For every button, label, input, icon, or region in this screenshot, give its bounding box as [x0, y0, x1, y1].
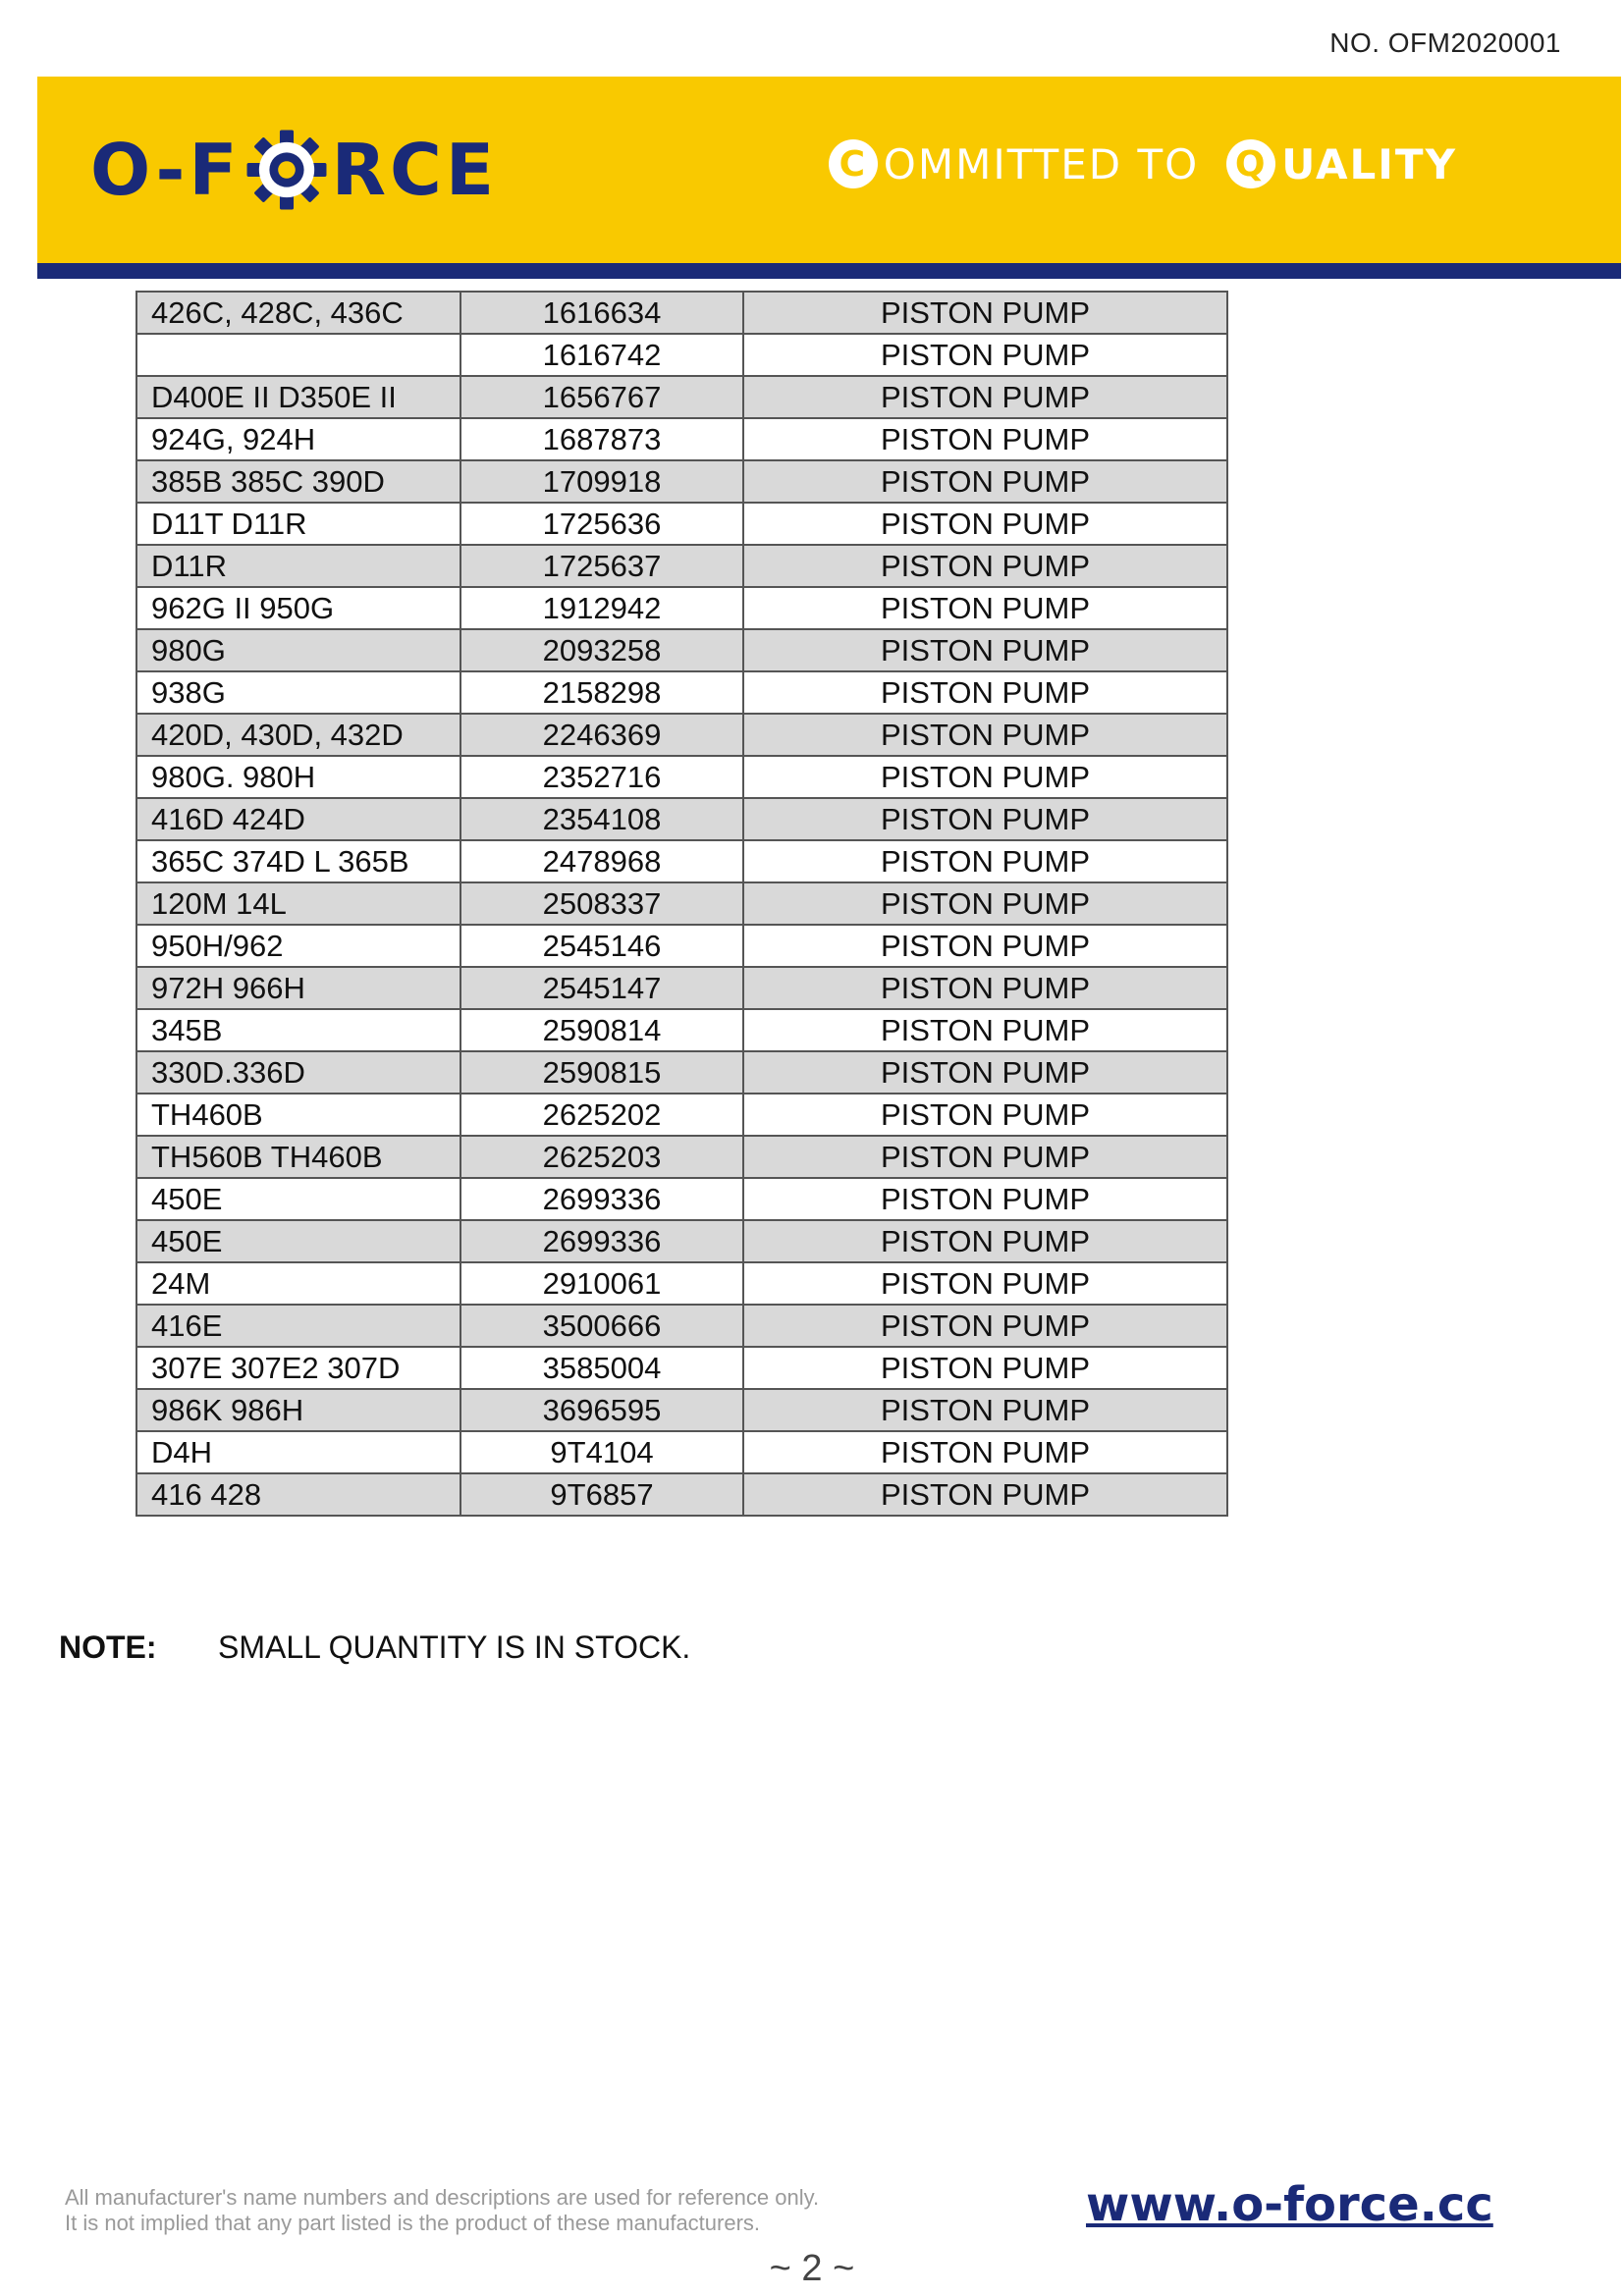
note-label: NOTE: — [59, 1629, 157, 1665]
part-number-cell: 3585004 — [460, 1347, 743, 1389]
description-cell: PISTON PUMP — [743, 1262, 1227, 1305]
table-row — [136, 1305, 1227, 1347]
model-cell: 307E 307E2 307D — [136, 1347, 460, 1389]
description-cell: PISTON PUMP — [743, 1389, 1227, 1431]
description-cell: PISTON PUMP — [743, 671, 1227, 714]
description-cell: PISTON PUMP — [743, 1305, 1227, 1347]
part-number-cell: 1616742 — [460, 334, 743, 376]
part-number-cell: 2590814 — [460, 1009, 743, 1051]
description-cell: PISTON PUMP — [743, 1220, 1227, 1262]
description-cell: PISTON PUMP — [743, 756, 1227, 798]
part-number-cell: 1912942 — [460, 587, 743, 629]
table-row — [136, 334, 1227, 376]
description-cell: PISTON PUMP — [743, 967, 1227, 1009]
website-link[interactable]: www.o-force.cc — [1086, 2177, 1493, 2232]
model-cell: 345B — [136, 1009, 460, 1051]
model-cell: 416D 424D — [136, 798, 460, 840]
model-cell: D11T D11R — [136, 503, 460, 545]
note-text: SMALL QUANTITY IS IN STOCK. — [218, 1629, 691, 1665]
description-cell: PISTON PUMP — [743, 1178, 1227, 1220]
table-row — [136, 460, 1227, 503]
table-row — [136, 1178, 1227, 1220]
table-row — [136, 1473, 1227, 1516]
table-row — [136, 1094, 1227, 1136]
description-cell: PISTON PUMP — [743, 503, 1227, 545]
description-cell: PISTON PUMP — [743, 376, 1227, 418]
gear-icon — [244, 127, 330, 213]
table-row — [136, 1220, 1227, 1262]
table-row — [136, 1431, 1227, 1473]
slogan — [829, 139, 1457, 188]
table-row — [136, 840, 1227, 882]
part-number-cell: 1616634 — [460, 292, 743, 334]
model-cell: 980G. 980H — [136, 756, 460, 798]
description-cell: PISTON PUMP — [743, 629, 1227, 671]
table-row — [136, 1136, 1227, 1178]
description-cell: PISTON PUMP — [743, 292, 1227, 334]
slogan-c-badge: C — [829, 139, 878, 188]
part-number-cell: 1656767 — [460, 376, 743, 418]
model-cell: 980G — [136, 629, 460, 671]
page-number: ~ 2 ~ — [769, 2248, 855, 2289]
part-number-cell: 9T6857 — [460, 1473, 743, 1516]
part-number-cell: 2354108 — [460, 798, 743, 840]
model-cell: 416E — [136, 1305, 460, 1347]
description-cell: PISTON PUMP — [743, 798, 1227, 840]
company-logo — [90, 126, 498, 214]
table-row — [136, 798, 1227, 840]
description-cell: PISTON PUMP — [743, 460, 1227, 503]
description-cell: PISTON PUMP — [743, 1051, 1227, 1094]
description-cell: PISTON PUMP — [743, 587, 1227, 629]
part-number-cell: 2699336 — [460, 1178, 743, 1220]
model-cell: 365C 374D L 365B — [136, 840, 460, 882]
disclaimer-line-1: All manufacturer's name numbers and descriptions are used for reference only. — [65, 2185, 820, 2210]
header-stripe — [37, 263, 1621, 279]
table-row — [136, 1009, 1227, 1051]
description-cell: PISTON PUMP — [743, 334, 1227, 376]
part-number-cell: 2590815 — [460, 1051, 743, 1094]
disclaimer — [65, 2185, 819, 2236]
table-row — [136, 292, 1227, 334]
part-number-cell: 2545146 — [460, 925, 743, 967]
table-row — [136, 376, 1227, 418]
model-cell: 962G II 950G — [136, 587, 460, 629]
model-cell: 950H/962 — [136, 925, 460, 967]
part-number-cell: 2910061 — [460, 1262, 743, 1305]
model-cell: 24M — [136, 1262, 460, 1305]
description-cell: PISTON PUMP — [743, 1094, 1227, 1136]
model-cell: 938G — [136, 671, 460, 714]
stock-note — [59, 1629, 690, 1666]
model-cell: D4H — [136, 1431, 460, 1473]
slogan-quality — [1226, 139, 1457, 188]
table-row — [136, 671, 1227, 714]
model-cell — [136, 334, 460, 376]
description-cell: PISTON PUMP — [743, 1009, 1227, 1051]
model-cell: 416 428 — [136, 1473, 460, 1516]
table-row — [136, 882, 1227, 925]
disclaimer-line-2: It is not implied that any part listed is the product of these manufacturers. — [65, 2211, 761, 2235]
part-number-cell: 2478968 — [460, 840, 743, 882]
description-cell: PISTON PUMP — [743, 714, 1227, 756]
part-number-cell: 2158298 — [460, 671, 743, 714]
model-cell: 450E — [136, 1178, 460, 1220]
part-number-cell: 2352716 — [460, 756, 743, 798]
table-row — [136, 714, 1227, 756]
model-cell: 330D.336D — [136, 1051, 460, 1094]
model-cell: 426C, 428C, 436C — [136, 292, 460, 334]
model-cell: 120M 14L — [136, 882, 460, 925]
description-cell: PISTON PUMP — [743, 1136, 1227, 1178]
table-row — [136, 1262, 1227, 1305]
model-cell: 420D, 430D, 432D — [136, 714, 460, 756]
model-cell: 924G, 924H — [136, 418, 460, 460]
part-number-cell: 9T4104 — [460, 1431, 743, 1473]
model-cell: 986K 986H — [136, 1389, 460, 1431]
part-number-cell: 2545147 — [460, 967, 743, 1009]
part-number-cell: 2625202 — [460, 1094, 743, 1136]
model-cell: D11R — [136, 545, 460, 587]
part-number-cell: 2699336 — [460, 1220, 743, 1262]
description-cell: PISTON PUMP — [743, 882, 1227, 925]
table-row — [136, 967, 1227, 1009]
description-cell: PISTON PUMP — [743, 840, 1227, 882]
table-row — [136, 1389, 1227, 1431]
table-row — [136, 545, 1227, 587]
logo-text-left: O-F — [90, 129, 242, 211]
description-cell: PISTON PUMP — [743, 1347, 1227, 1389]
part-number-cell: 1725636 — [460, 503, 743, 545]
part-number-cell: 1687873 — [460, 418, 743, 460]
part-number-cell: 2093258 — [460, 629, 743, 671]
part-number-cell: 2246369 — [460, 714, 743, 756]
slogan-committed-text: OMMITTED TO — [883, 139, 1200, 188]
table-row — [136, 629, 1227, 671]
slogan-quality-text: UALITY — [1281, 139, 1457, 188]
part-number-cell: 1725637 — [460, 545, 743, 587]
document-number: NO. OFM2020001 — [1329, 27, 1561, 58]
part-number-cell: 3696595 — [460, 1389, 743, 1431]
part-number-cell: 1709918 — [460, 460, 743, 503]
description-cell: PISTON PUMP — [743, 545, 1227, 587]
model-cell: 450E — [136, 1220, 460, 1262]
slogan-q-badge: Q — [1226, 139, 1275, 188]
description-cell: PISTON PUMP — [743, 1431, 1227, 1473]
description-cell: PISTON PUMP — [743, 925, 1227, 967]
table-row — [136, 925, 1227, 967]
description-cell: PISTON PUMP — [743, 1473, 1227, 1516]
model-cell: 385B 385C 390D — [136, 460, 460, 503]
logo-text-right: RCE — [331, 129, 499, 211]
table-row — [136, 1347, 1227, 1389]
parts-table — [135, 291, 1228, 1517]
part-number-cell: 2625203 — [460, 1136, 743, 1178]
description-cell: PISTON PUMP — [743, 418, 1227, 460]
part-number-cell: 3500666 — [460, 1305, 743, 1347]
table-row — [136, 756, 1227, 798]
table-row — [136, 587, 1227, 629]
table-row — [136, 503, 1227, 545]
table-row — [136, 418, 1227, 460]
model-cell: TH560B TH460B — [136, 1136, 460, 1178]
part-number-cell: 2508337 — [460, 882, 743, 925]
model-cell: 972H 966H — [136, 967, 460, 1009]
model-cell: TH460B — [136, 1094, 460, 1136]
model-cell: D400E II D350E II — [136, 376, 460, 418]
table-row — [136, 1051, 1227, 1094]
